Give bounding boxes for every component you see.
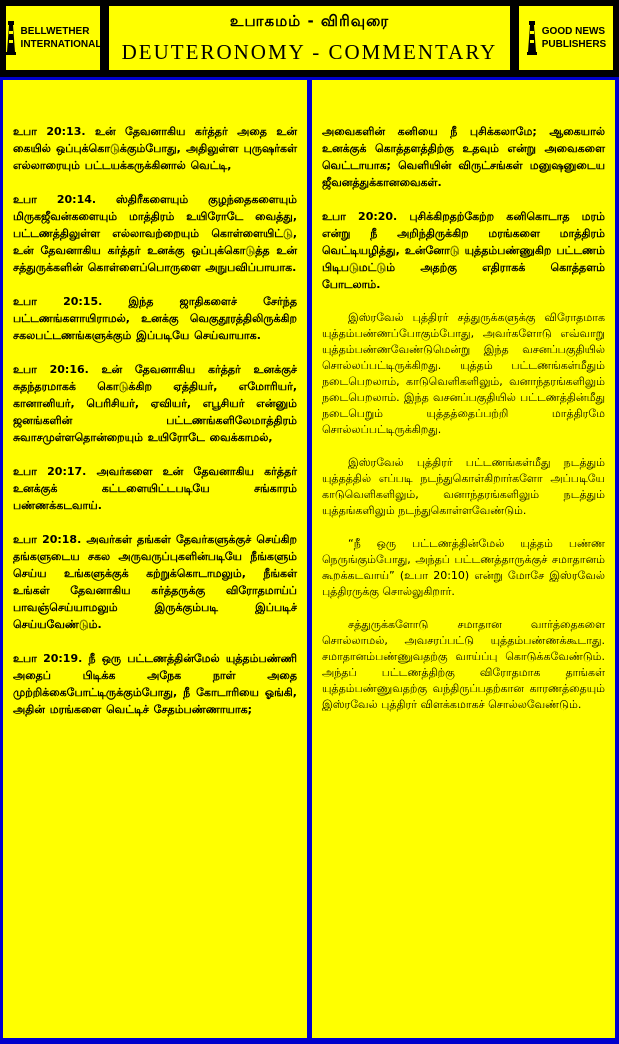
commentary-paragraph: “நீ ஒரு பட்டணத்தின்மேல் யுத்தம் பண்ண நெருங்கும்போது, அந்தப் பட்டணத்தாருக்குச் சமாதானம் கூறக்கடவாய்” (உபா 20:10) என்று மோசே இஸ்ரவேல் புத்திரருக்கு சொல்லுகிறார். <box>322 537 605 598</box>
verse-paragraph: உபா 20:17. அவர்களை உன் தேவனாகிய கர்த்தர் உனக்குக் கட்டளையிட்டபடியே சங்காரம் பண்ணக்கடவாய். <box>13 465 297 512</box>
verse-paragraph: உபா 20:13. உன் தேவனாகிய கர்த்தர் அதை உன் கையில் ஒப்புக்கொடுக்கும்போது, அதிலுள்ள புருஷர்கள் எல்லாரையும் பட்டயக்கருக்கினால் வெட்டி, <box>13 125 297 172</box>
bellwether-logo-text <box>21 25 102 51</box>
good-news-logo <box>517 4 615 72</box>
content-frame <box>0 77 619 1044</box>
page-title-english: DEUTERONOMY - COMMENTARY <box>121 40 498 64</box>
verse-paragraph: உபா 20:14. ஸ்திரீகளையும் குழந்தைகளையும் மிருகஜீவன்களையும் மாத்திரம் உயிரோடே வைத்து, பட்டணத்திலுள்ள எல்லாவற்றையும் கொள்ளையிட்டு, உன் தேவனாகிய கர்த்தர் உனக்கு ஒப்புக்கொடுத்த உன் சத்துருக்களின் கொள்ளைப்பொருளை அநுபவிப்பாயாக. <box>13 193 297 274</box>
lighthouse-icon <box>526 21 538 55</box>
good-news-logo-line1: GOOD NEWS <box>541 26 606 37</box>
page-title-tamil: உபாகமம் - விரிவுரை <box>229 12 390 30</box>
verse-paragraph: உபா 20:18. அவர்கள் தங்கள் தேவர்களுக்குச் செய்கிற தங்களுடைய சகல அருவருப்புகளின்படியே நீங்களும் செய்ய உங்களுக்குக் கற்றுக்கொடாமலும், நீங்கள் உங்கள் தேவனாகிய கர்த்தருக்கு விரோதமாய்ப் பாவஞ்செய்யாமலும் இருக்கும்படி இப்படிச் செய்யவேண்டும். <box>13 533 297 631</box>
verse-paragraph: உபா 20:15. இந்த ஜாதிகளைச் சேர்ந்த பட்டணங்களாயிராமல், உனக்கு வெகுதூரத்திலிருக்கிற சகலபட்டணங்களுக்கும் இப்படியே செய்வாயாக. <box>13 295 297 342</box>
verse-paragraph: உபா 20:20. புசிக்கிறதற்கேற்ற கனிகொடாத மரம் என்று நீ அறிந்திருக்கிற மரங்களை மாத்திரம் வெட்டியழித்து, உன்னோடு யுத்தம்பண்ணுகிற பட்டணம் பிடிபடுமட்டும் அதற்கு எதிராகக் கொத்தளம் போடலாம். <box>322 210 605 291</box>
bellwether-logo-line1: BELLWETHER <box>20 26 90 37</box>
commentary-paragraph: சத்துருக்களோடு சமாதான வார்த்தைகளை சொல்லாமல், அவசரப்பட்டு யுத்தம்பண்ணக்கூடாது. சமாதானம்பண்ணுவதற்கு வாய்ப்பு கொடுக்கவேண்டும். அந்தப் பட்டணத்திற்கு விரோதமாக தாங்கள் யுத்தம்பண்ணுவதற்கு வந்திருப்பதற்கான காரணத்தையும் இஸ்ரவேல் புத்திரர் விளக்கமாகச் சொல்லவேண்டும். <box>322 618 605 711</box>
commentary-paragraph: இஸ்ரவேல் புத்திரர் சத்துருக்களுக்கு விரோதமாக யுத்தம்பண்ணப்போகும்போது, அவர்களோடு எவ்வாறு யுத்தம்பண்ணவேண்டுமென்று இந்த வசனப்பகுதியில் சொல்லப்பட்டிருக்கிறது. யுத்தம் பட்டணங்கள்மீதும் நடைபெறலாம், காடுவெளிகளிலும், வனாந்தரங்களிலும் நடைபெறலாம். இந்த வசனப்பகுதியில் பட்டணத்தின்மீது நடைபெறும் யுத்தத்தைப்பற்றி மாத்திரமே சொல்லப்பட்டிருக்கிறது. <box>322 311 605 436</box>
verse-paragraph: உபா 20:16. உன் தேவனாகிய கர்த்தர் உனக்குச் சுதந்தரமாகக் கொடுக்கிற ஏத்தியர், எமோரியர், கானானியர், பெரிசியர், ஏவியர், எபூசியர் என்னும் ஜனங்களின் பட்டணங்களிலேமாத்திரம் சுவாசமுள்ளதொன்றையும் உயிரோடே வைக்காமல், <box>13 363 297 444</box>
good-news-logo-line2: PUBLISHERS <box>541 39 607 50</box>
left-column <box>3 80 307 1038</box>
bellwether-logo <box>4 4 102 72</box>
bellwether-logo-line2: INTERNATIONAL <box>20 39 102 50</box>
title-box <box>107 4 512 72</box>
lighthouse-icon <box>5 21 17 55</box>
good-news-logo-text <box>542 25 606 51</box>
verse-paragraph: உபா 20:19. நீ ஒரு பட்டணத்தின்மேல் யுத்தம்பண்ணி அதைப் பிடிக்க அநேக நாள் அதை முற்றிக்கைபோட்டிருக்கும்போது, நீ கோடாரியை ஓங்கி, அதின் மரங்களை வெட்டிச் சேதம்பண்ணாயாக; <box>13 652 297 716</box>
header <box>0 0 619 77</box>
right-column <box>312 80 615 1038</box>
verse-paragraph: அவைகளின் கனியை நீ புசிக்கலாமே; ஆகையால் உனக்குக் கொத்தளத்திற்கு உதவும் என்று அவைகளை வெட்டாயாக; வெளியின் விருட்சங்கள் மனுஷனுடைய ஜீவனத்துக்கானவைகள். <box>322 125 605 189</box>
commentary-paragraph: இஸ்ரவேல் புத்திரர் பட்டணங்கள்மீது நடத்தும் யுத்தத்தில் எப்படி நடந்துகொள்கிறார்களோ அப்படியே காடுவெளிகளிலும், வனாந்தரங்களிலும் நடத்தும் யுத்தங்களிலும் நடந்துகொள்ளவேண்டும். <box>322 456 605 517</box>
